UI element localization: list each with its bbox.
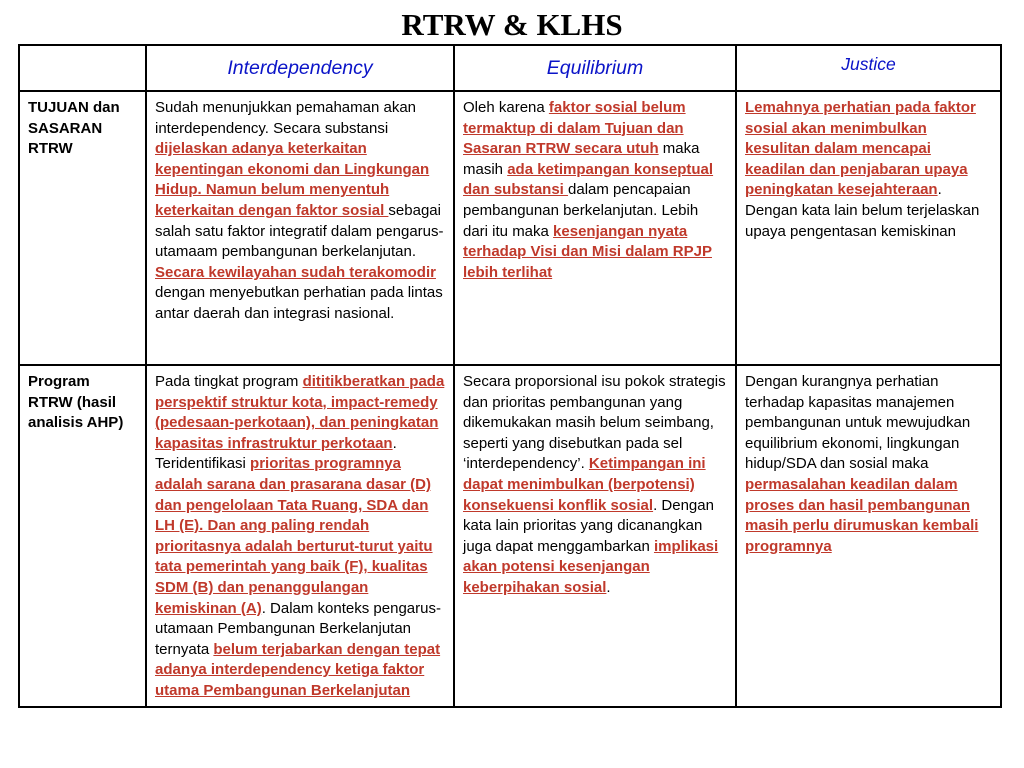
highlighted-text: belum terjabarkan dengan tepat adanya interdependency ketiga faktor utama Pembangunan Berkelanjutan	[155, 640, 441, 699]
cell-text: Secara proporsional isu pokok strategis dan prioritas pembangunan yang dikemukakan masih belum seimbang, seperti yang disebutkan pada sel ‘interdependency’.	[463, 373, 726, 473]
highlighted-text: Lemahnya perhatian pada faktor sosial akan menimbulkan kesulitan dalam mencapai keadilan dan penjabaran upaya peningkatan kesejahteraan	[745, 99, 976, 199]
cell-text: . Dengan kata lain prioritas yang dicanangkan juga dapat menggambarkan	[463, 496, 714, 555]
highlighted-text: dijelaskan adanya keterkaitan kepentingan ekonomi dan Lingkungan Hidup. Namun belum menyentuh keterkaitan dengan faktor sosial	[155, 140, 430, 219]
header-blank-cell	[19, 45, 146, 91]
cell-text: Dengan kurangnya perhatian terhadap kapasitas manajemen pembangunan untuk mewujudkan equilibrium ekonomi, lingkungan hidup/SDA dan sosial maka	[745, 373, 971, 473]
highlighted-text: dititikberatkan pada perspektif struktur kota, impact-remedy (pedesaan-perkotaan), dan peningkatan kapasitas infrastruktur perkotaan	[155, 373, 445, 452]
matrix-table	[18, 44, 1002, 708]
highlighted-text: Secara kewilayahan sudah terakomodir	[155, 263, 436, 281]
cell-program-equilibrium	[454, 365, 736, 707]
row-label-program: Program RTRW (hasil analisis AHP)	[19, 365, 146, 707]
highlighted-text: ada ketimpangan konseptual dan substansi	[463, 160, 714, 199]
cell-text: Pada tingkat program	[155, 373, 303, 390]
cell-tujuan-equilibrium	[454, 91, 736, 365]
cell-text: . Dengan kata lain belum terjelaskan upaya pengentasan kemiskinan	[745, 181, 980, 240]
slide-title: RTRW & KLHS	[401, 7, 623, 42]
highlighted-text: Ketimpangan ini dapat menimbulkan (berpotensi) konsekuensi konflik sosial	[463, 455, 706, 514]
highlighted-text: permasalahan keadilan dalam proses dan hasil pembangunan masih perlu dirumuskan kembali programnya	[745, 475, 979, 555]
cell-tujuan-interdependency	[146, 91, 454, 365]
row-label-tujuan: TUJUAN dan SASARAN RTRW	[19, 91, 146, 365]
cell-program-justice	[736, 365, 1001, 707]
cell-text: .	[606, 578, 611, 596]
cell-tujuan-justice	[736, 91, 1001, 365]
highlighted-text: faktor sosial belum termaktup di dalam Tujuan dan Sasaran RTRW secara utuh	[463, 99, 686, 158]
cell-text: dengan menyebutkan perhatian pada lintas antar daerah dan integrasi nasional.	[155, 284, 443, 322]
header-interdependency: Interdependency	[146, 45, 454, 91]
highlighted-text: implikasi akan potensi kesenjangan keberpihakan sosial	[463, 537, 719, 596]
cell-text: . Dalam konteks pengarus-utamaan Pembangunan Berkelanjutan ternyata	[155, 599, 441, 658]
cell-text: dalam pencapaian pembangunan berkelanjutan. Lebih dari itu maka	[463, 181, 699, 240]
cell-text: Oleh karena	[463, 99, 549, 116]
cell-text: . Teridentifikasi	[155, 434, 397, 473]
header-justice: Justice	[736, 45, 1001, 91]
cell-text: sebagai salah satu faktor integratif dalam pengarus-utamaam pembangunan berkelanjutan.	[155, 201, 444, 261]
table-row-program	[19, 365, 1001, 707]
header-equilibrium: Equilibrium	[454, 45, 736, 91]
highlighted-text: kesenjangan nyata terhadap Visi dan Misi dalam RPJP lebih terlihat	[463, 222, 712, 281]
highlighted-text: prioritas programnya adalah sarana dan prasarana dasar (D) dan pengelolaan Tata Ruang, SDA dan LH (E). Dan ang paling rendah prioritasnya adalah berturut-turut yaitu tata pemerintah yang baik (F), kualitas SDM (B) dan penanggulangan kemiskinan (A)	[155, 455, 433, 617]
header-row	[19, 45, 1001, 91]
table-row-tujuan	[19, 91, 1001, 365]
cell-program-interdependency	[146, 365, 454, 707]
cell-text: Sudah menunjukkan pemahaman akan interdependency. Secara substansi	[155, 99, 417, 137]
cell-text: maka masih	[463, 140, 700, 178]
